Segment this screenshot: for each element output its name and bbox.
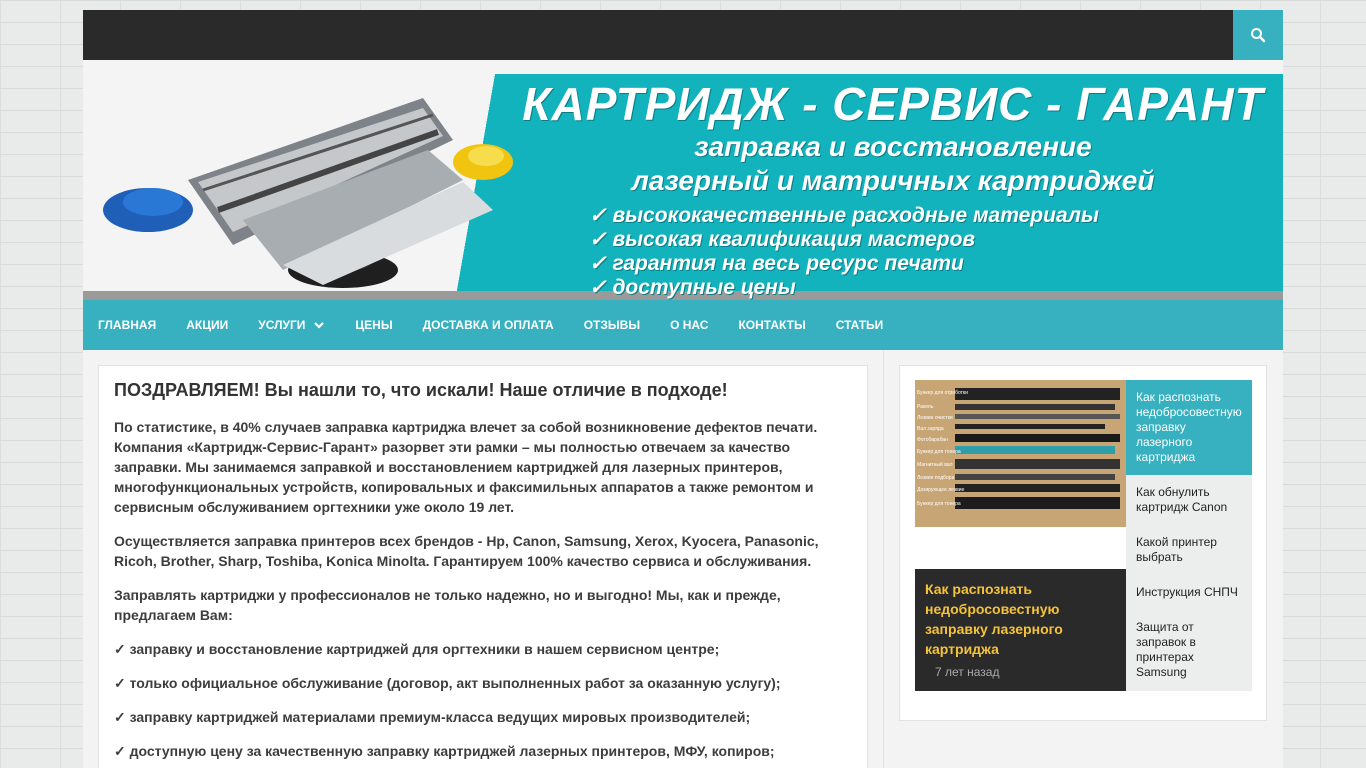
nav-item-contacts[interactable]: КОНТАКТЫ (738, 318, 806, 332)
main-nav (83, 300, 1283, 350)
main-article (98, 365, 868, 768)
banner-subtitle-2: лазерный и матричных картриджей (631, 165, 1155, 196)
banner-feature: ✓ высококачественные расходные материалы (589, 204, 1273, 228)
slider-image[interactable] (915, 380, 1126, 527)
nav-item-services[interactable] (258, 318, 325, 332)
offer-list-item: ✓ заправку картриджей материалами премиум-класса ведущих мировых производителей; (114, 707, 852, 727)
offer-list-item: ✓ заправку и восстановление картриджей для оргтехники в нашем сервисном центре; (114, 639, 852, 659)
part-label: Дозирующее лезвие (917, 487, 965, 493)
banner-feature-list (589, 204, 1273, 300)
nav-item-delivery[interactable]: ДОСТАВКА И ОПЛАТА (422, 318, 554, 332)
post-tab[interactable]: Как обнулить картридж Canon (1136, 485, 1228, 514)
cartridge-illustration (93, 70, 513, 290)
post-tab-active[interactable]: Как распознать недобросовестную заправку лазерного картриджа (1126, 380, 1252, 475)
nav-item-articles[interactable]: СТАТЬИ (835, 318, 884, 332)
post-tabs (1126, 380, 1252, 691)
part-label: Бункер для тонера (917, 449, 961, 455)
offer-list-item: ✓ только официальное обслуживание (договор, акт выполненных работ за оказанную услугу); (114, 673, 852, 693)
search-icon (1250, 27, 1266, 43)
top-bar (83, 10, 1283, 60)
part-label: Фотобарабан (917, 437, 948, 443)
post-tab[interactable]: Защита от заправок в принтерах Samsung (1136, 620, 1196, 679)
part-label: Лезвие очистки (917, 415, 953, 421)
nav-item-reviews[interactable]: ОТЗЫВЫ (583, 318, 641, 332)
featured-post-title[interactable]: Как распознать недобросовестную заправку лазерного картриджа (925, 581, 1063, 657)
chevron-down-icon (313, 319, 325, 331)
banner-feature: ✓ доступные цены (589, 276, 1273, 300)
posts-slider-widget (899, 365, 1267, 721)
sidebar (883, 350, 1283, 768)
site-wrapper (83, 10, 1283, 768)
intro-paragraph: По статистике, в 40% случаев заправка картриджа влечет за собой возникновение дефектов печати. Компания «Картридж-Сервис-Гарант» разорвет эти рамки – мы полностью отвечаем за качество заправки. Мы занимаемся заправкой и восстановлением картриджей для лазерных принтеров, многофункциональных устройств, копировальных и факсимильных аппаратов а также ремонтом и сервисным обслуживанием оргтехники уже около 19 лет. (114, 419, 818, 515)
header-banner[interactable] (83, 60, 1283, 300)
part-label: Вал заряда (917, 426, 944, 432)
content-area (83, 350, 1283, 768)
nav-item-prices[interactable]: ЦЕНЫ (355, 318, 393, 332)
nav-item-home[interactable]: ГЛАВНАЯ (98, 318, 157, 332)
featured-post[interactable] (915, 569, 1126, 691)
offer-list-item: ✓ доступную цену за качественную заправку картриджей лазерных принтеров, МФУ, копиров; (114, 741, 852, 761)
banner-feature: ✓ высокая квалификация мастеров (589, 228, 1273, 252)
part-label: Магнитный вал (917, 462, 953, 468)
offer-paragraph: Заправлять картриджи у профессионалов не только надежно, но и выгодно! Мы, как и прежде, предлагаем Вам: (114, 587, 781, 623)
post-tab[interactable]: Инструкция СНПЧ (1136, 585, 1238, 599)
banner-feature: ✓ гарантия на весь ресурс печати (589, 252, 1273, 276)
nav-item-promotions[interactable]: АКЦИИ (186, 318, 229, 332)
banner-title: КАРТРИДЖ - СЕРВИС - ГАРАНТ (522, 78, 1264, 130)
banner-text (513, 78, 1273, 300)
nav-item-services-label: УСЛУГИ (258, 318, 306, 332)
part-label: Лезвие подбора (917, 475, 955, 481)
nav-item-about[interactable]: О НАС (670, 318, 709, 332)
part-label: Бункер для отработки (917, 390, 968, 396)
part-label: Бункер для тонера (917, 501, 961, 507)
main-column (83, 350, 883, 768)
banner-subtitle-1: заправка и восстановление (694, 131, 1092, 162)
page-title: ПОЗДРАВЛЯЕМ! Вы нашли то, что искали! Наше отличие в подходе! (114, 380, 728, 400)
featured-post-date: 7 лет назад (935, 665, 1000, 679)
cartridge-parts-diagram (915, 380, 1126, 527)
part-label: Ракель (917, 404, 934, 410)
post-tab[interactable]: Какой принтер выбрать (1136, 535, 1217, 564)
search-button[interactable] (1233, 10, 1283, 60)
brands-paragraph: Осуществляется заправка принтеров всех брендов - Hp, Canon, Samsung, Xerox, Kyocera, Panasonic, Ricoh, Brother, Sharp, Toshiba, Konica Minolta. Гарантируем 100% качество сервиса и обслуживания. (114, 533, 819, 569)
